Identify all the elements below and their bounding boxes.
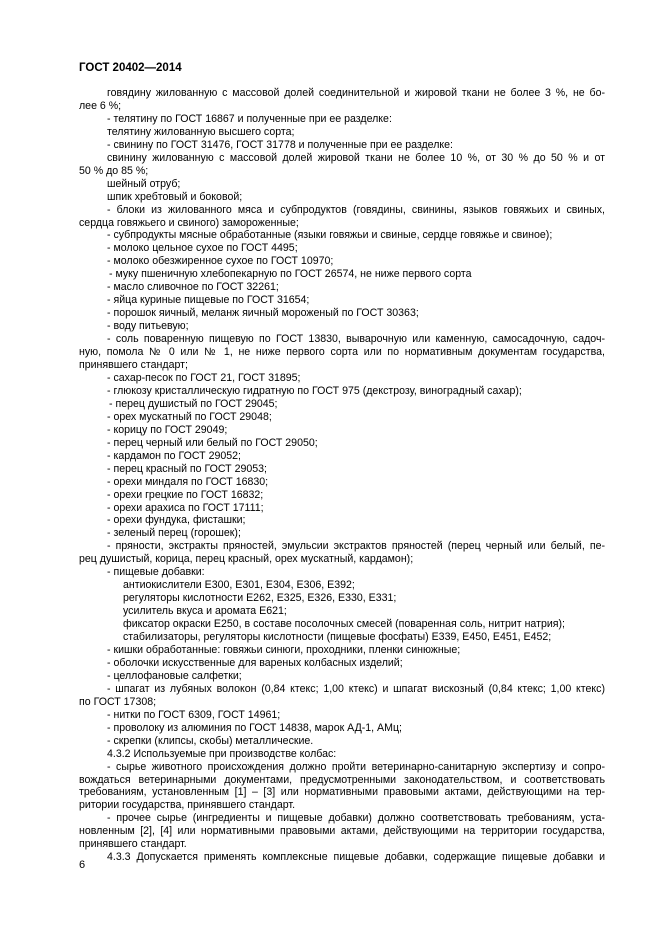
text-line: по ГОСТ 17308; [79,695,157,708]
text-line: - пряности, экстракты пряностей, эмульсии экстрактов пряностей (перец черный или белый, пе- [107,540,605,553]
document-body [79,87,605,864]
text-line: - орехи грецкие по ГОСТ 16832; [107,488,264,501]
text-line: - шпагат из лубяных волокон (0,84 ктекс; 1,00 ктекс) и шпагат вискозный (0,84 ктекс; 1,00 ктекс) [107,682,605,695]
text-line: - соль поваренную пищевую по ГОСТ 13830, выварочную или каменную, самосадочную, садоч- [107,333,605,346]
text-line: - глюкозу кристаллическую гидратную по ГОСТ 975 (декстрозу, виноградный сахар); [107,384,522,397]
text-line: - корицу по ГОСТ 29049; [107,423,228,436]
page-number: 6 [79,859,86,871]
text-line: - яйца куриные пищевые по ГОСТ 31654; [107,294,310,307]
text-line: - орехи фундука, фисташки; [107,514,246,527]
text-line: вождаться ветеринарными документами, предусмотренными законодательством, и соответствовать [79,773,605,786]
text-line: - муку пшеничную хлебопекарную по ГОСТ 26574, не ниже первого сорта [109,268,472,281]
text-line: - телятину по ГОСТ 16867 и полученные при ее разделке: [107,112,392,125]
document-header: ГОСТ 20402—2014 [79,62,182,74]
text-line: шейный отруб; [107,177,181,190]
text-line: - прочее сырье (ингредиенты и пищевые добавки) должно соответствовать требованиям, уста- [107,812,605,825]
text-line: - целлофановые салфетки; [107,669,242,682]
text-line: шпик хребтовый и боковой; [107,190,243,203]
text-line: телятину жилованную высшего сорта; [107,125,295,138]
text-line: - зеленый перец (горошек); [107,527,241,540]
text-line: сердца говяжьего и свиного) замороженные; [79,216,299,229]
text-line: ную, помола № 0 или № 1, не ниже первого сорта или по нормативным документам государства, [79,346,605,359]
text-line: рец душистый, корица, перец красный, орех мускатный, кардамон); [79,553,414,566]
text-line: 50 % до 85 %; [79,164,149,177]
text-line: - воду питьевую; [107,320,189,333]
text-line: новленным [2], [4] или нормативными правовыми актами, действующими на территории государства, [79,825,605,838]
text-line: регуляторы кислотности Е262, Е325, Е326, Е330, Е331; [123,592,397,605]
text-line: - кишки обработанные: говяжьи синюги, проходники, пленки синюжные; [107,643,461,656]
text-line: фиксатор окраски Е250, в составе посолочных смесей (поваренная соль, нитрит натрия); [123,618,565,631]
text-line: антиокислители Е300, Е301, Е304, Е306, Е392; [123,579,355,592]
text-line: - сырье животного происхождения должно пройти ветеринарно-санитарную экспертизу и сопро- [107,760,605,773]
text-line: - сахар-песок по ГОСТ 21, ГОСТ 31895; [107,371,301,384]
text-line: свинину жилованную с массовой долей жировой ткани не более 10 %, от 30 % до 50 % и от [107,151,605,164]
text-line: - кардамон по ГОСТ 29052; [107,449,241,462]
text-line: принявшего стандарт; [79,359,188,372]
text-line: 4.3.2 Используемые при производстве колбас: [107,747,337,760]
text-line: - блоки из жилованного мяса и субпродуктов (говядины, свинины, языков говяжьих и свиных, [107,203,605,216]
text-line: - орех мускатный по ГОСТ 29048; [107,410,272,423]
text-line: - нитки по ГОСТ 6309, ГОСТ 14961; [107,708,281,721]
text-line: - перец черный или белый по ГОСТ 29050; [107,436,318,449]
text-line: усилитель вкуса и аромата Е621; [123,605,287,618]
text-line: принявшего стандарт. [79,838,187,851]
text-line: - скрепки (клипсы, скобы) металлические. [107,734,314,747]
text-line: 4.3.3 Допускается применять комплексные пищевые добавки, содержащие пищевые добавки и [107,851,605,864]
text-line: - порошок яичный, меланж яичный мороженый по ГОСТ 30363; [107,307,419,320]
text-line: - субпродукты мясные обработанные (языки говяжьи и свиные, сердце говяжье и свиное); [107,229,553,242]
text-line: - орехи миндаля по ГОСТ 16830; [107,475,269,488]
text-line: - масло сливочное по ГОСТ 32261; [107,281,279,294]
text-line: - перец душистый по ГОСТ 29045; [109,397,278,410]
text-line: ритории государства, принявшего стандарт. [79,799,296,812]
text-line: - проволоку из алюминия по ГОСТ 14838, марок АД-1, АМц; [107,721,402,734]
text-line: стабилизаторы, регуляторы кислотности (пищевые фосфаты) Е339, Е450, Е451, Е452; [123,631,552,644]
text-line: - свинину по ГОСТ 31476, ГОСТ 31778 и полученные при ее разделке: [107,138,453,151]
text-line: - молоко цельное сухое по ГОСТ 4495; [107,242,298,255]
text-line: требованиям, установленным [1] – [3] или нормативными правовыми актами, действующими на тер- [79,786,605,799]
text-line: - пищевые добавки: [107,566,205,579]
text-line: - орехи арахиса по ГОСТ 17111; [107,501,264,514]
text-line: - оболочки искусственные для вареных колбасных изделий; [107,656,403,669]
text-line: - молоко обезжиренное сухое по ГОСТ 10970; [107,255,334,268]
text-line: лее 6 %; [79,99,122,112]
text-line: говядину жилованную с массовой долей соединительной и жировой ткани не более 3 %, не бо- [107,87,605,99]
text-line: - перец красный по ГОСТ 29053; [107,462,268,475]
